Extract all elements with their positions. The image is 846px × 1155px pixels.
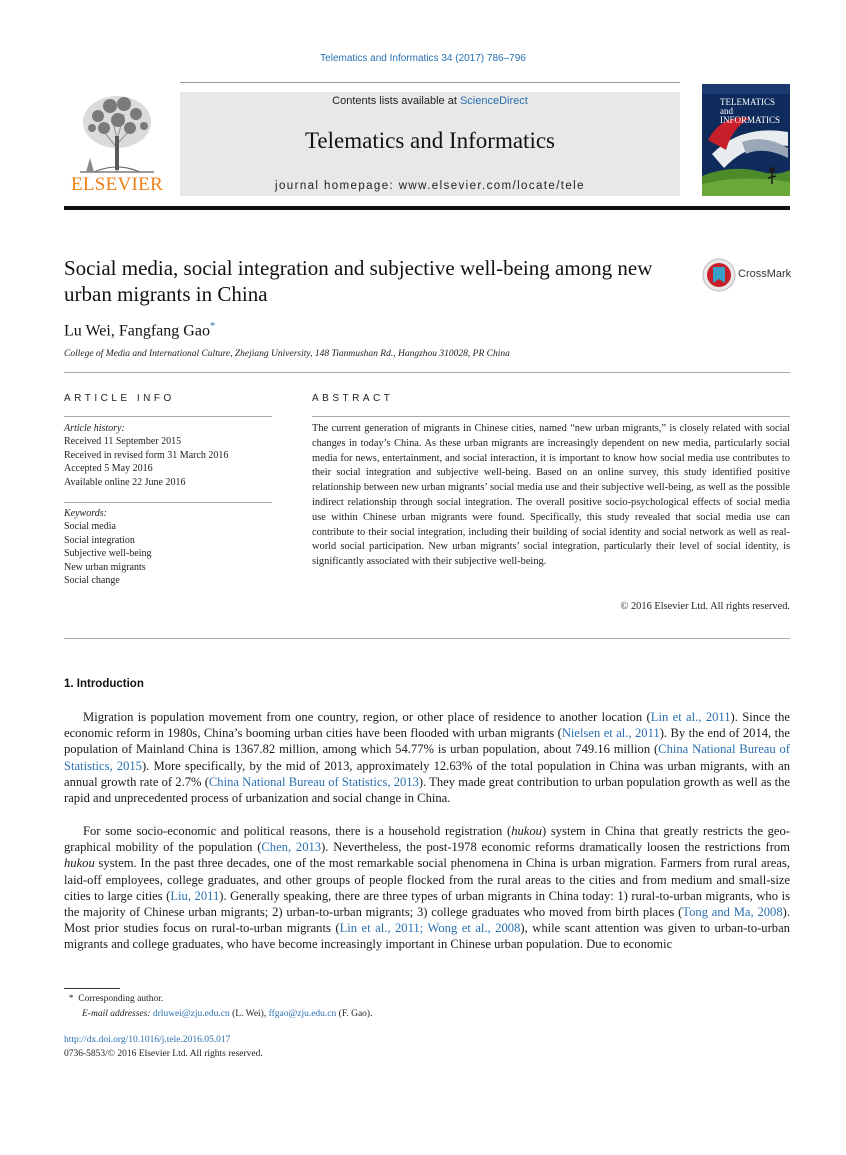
keyword-item: New urban migrants	[64, 561, 146, 573]
footnote-mark: *	[68, 994, 74, 1004]
citation-link[interactable]: Lin et al., 2011	[650, 710, 731, 724]
paragraph-text: ), while scant attention was given to urban-to-urban migrants and college graduates, who have become increasingly important in Chinese urban population. Due to economic	[64, 921, 790, 952]
divider	[64, 502, 272, 503]
elsevier-tree-icon	[64, 92, 170, 176]
section-heading-introduction: 1. Introduction	[64, 678, 144, 690]
footnote-name: (F. Gao).	[336, 1009, 373, 1019]
crossmark-badge[interactable]	[702, 258, 792, 292]
paragraph-text: Migration is population movement from one country, region, or other place of residence to another location (	[83, 710, 651, 724]
elsevier-logo[interactable]	[64, 92, 170, 196]
paragraph-text: ). Most prior studies focus on rural-to-urban migrants (	[64, 905, 790, 936]
paragraph-text: For some socio-economic and political reasons, there is a household registration (	[83, 824, 512, 838]
footnote-line	[64, 1007, 372, 1022]
paragraph-text: ). Nevertheless, the post-1978 economic reforms dramatically loosen the restrictions from	[321, 840, 790, 855]
homepage-url-link[interactable]: www.elsevier.com/locate/tele	[398, 180, 585, 192]
divider	[64, 638, 790, 639]
cover-title: TELEMATICS and INFORMATICS	[720, 97, 781, 125]
paragraph-text: ). Since the economic reform in 1980s, China’s booming urban cities have been flooded with urban migrants (	[64, 710, 790, 741]
doi-block	[64, 1034, 263, 1061]
keywords-label: Keywords:	[64, 508, 107, 519]
body-paragraph	[64, 709, 790, 806]
history-item: Received in revised form 31 March 2016	[64, 449, 229, 461]
abstract-heading: ABSTRACT	[312, 393, 394, 404]
paragraph-text: ) system in China that greatly restricts the geo-graphical mobility of the population (	[64, 824, 790, 855]
email-label: E-mail addresses:	[82, 1009, 153, 1019]
email-link[interactable]: drluwei@zju.edu.cn	[152, 1009, 230, 1019]
citation-link[interactable]: China National Bureau of Statistics, 2015	[64, 742, 790, 773]
author-list	[64, 320, 215, 340]
contents-prefix: Contents lists available at	[332, 95, 460, 107]
footnote-text: Corresponding author.	[78, 994, 164, 1004]
article-title: Social media, social integration and subjective well-being among new urban migrants in China	[64, 256, 653, 306]
citation-link[interactable]: Liu, 2011	[170, 888, 220, 903]
history-item: Accepted 5 May 2016	[64, 463, 153, 475]
doi-link[interactable]: http://dx.doi.org/10.1016/j.tele.2016.05.017	[64, 1035, 231, 1045]
keyword-item: Social change	[64, 575, 120, 587]
history-item: Available online 22 June 2016	[64, 476, 186, 488]
history-label: Article history:	[64, 423, 125, 434]
publisher-name: ELSEVIER	[70, 174, 164, 195]
issn-copyright: 0736-5853/© 2016 Elsevier Ltd. All rights reserved.	[64, 1048, 263, 1059]
journal-title: Telematics and Informatics	[304, 128, 555, 153]
body-paragraph	[64, 823, 790, 953]
divider	[64, 416, 272, 417]
author-names: Lu Wei, Fangfang Gao	[64, 322, 210, 340]
header-divider	[64, 206, 790, 210]
header-top-rule	[180, 82, 680, 83]
journal-homepage	[180, 180, 680, 192]
paragraph-text: ). More specifically, by the mid of 2013, approximately 12.63% of the total population in China was urban migrants, with an annual growth rate of 2.7% (	[64, 758, 790, 789]
italic-term: hukou	[64, 856, 95, 871]
citation-link[interactable]: Chen, 2013	[261, 840, 322, 855]
crossmark-label: CrossMark	[738, 268, 792, 280]
article-history	[64, 422, 274, 489]
footnote-rule	[64, 988, 120, 989]
contents-line	[180, 95, 680, 107]
divider	[64, 372, 790, 373]
corresponding-author-mark[interactable]: *	[209, 320, 216, 332]
citation-link[interactable]: Tong and Ma, 2008	[682, 905, 783, 920]
citation-link[interactable]: China National Bureau of Statistics, 2013	[208, 774, 419, 789]
keywords-list	[64, 507, 274, 587]
italic-term: hukou	[511, 824, 542, 838]
citation-link[interactable]: Nielsen et al., 2011	[561, 726, 660, 741]
journal-cover-image[interactable]	[702, 84, 790, 196]
keyword-item: Subjective well-being	[64, 548, 152, 560]
article-info-heading: ARTICLE INFO	[64, 393, 175, 404]
abstract-copyright: © 2016 Elsevier Ltd. All rights reserved.	[620, 601, 790, 612]
homepage-prefix: journal homepage:	[275, 180, 399, 192]
footnote-name: (L. Wei),	[229, 1009, 269, 1019]
journal-header-box	[180, 92, 680, 196]
citation-link[interactable]: Lin et al., 2011; Wong et al., 2008	[339, 921, 521, 936]
paragraph-text: system. In the past three decades, one of the most remarkable social phenomena in China is urban migration. Farmers from rural areas, laid-off employees, college graduates, and other groups of people flocked from the rural areas to the cities and from medium and small-size cities to large cities (	[64, 856, 790, 903]
paragraph-text: ). Generally speaking, there are three types of urban migrants in China today: 1) rural-to-urban migrants, who is the majority of Chinese urban migrants; 2) urban-to-urban migrants; 3) college graduates who moved from birth places (	[64, 888, 790, 920]
history-item: Received 11 September 2015	[64, 436, 182, 448]
sciencedirect-link[interactable]: ScienceDirect	[459, 95, 528, 107]
paragraph-text: ). By the end of 2014, the population of Mainland China is 1367.82 million, among which 54.77% is urban population, about 749.16 million (	[64, 726, 790, 757]
paragraph-text: ). They made great contribution to urban population growth as well as the rapid and unprecedented process of urbanization and social change in China.	[64, 774, 791, 806]
abstract-text: The current generation of migrants in Chinese cities, named “new urban migrants,” is closely related with social changes in today’s China. As these urban migrants are increasingly dependent on new media, particularly social media for news, entertainment, and social interaction, it is important to know how social media use contributes to their social integration and subjective well-being. Based on an online survey, this study identified positive relationship between new urban migrants’ social media use and their subjective well-being, as well as the possible indirect relationship through social integration. The overall positive socio-psychological effects of social media use within Chinese urban migrants were found. Specifically, this study revealed that social media use can contribute to their social integration, including their building of social identity and social network as well as real-world social participation. New urban migrants’ social integration, particularly their level of social identity, is significantly associated with their subjective well-being.	[312, 423, 790, 568]
footnote	[64, 992, 372, 1022]
email-link[interactable]: ffgao@zju.edu.cn	[268, 1009, 337, 1019]
keyword-item: Social media	[64, 521, 116, 533]
journal-reference-link[interactable]: Telematics and Informatics 34 (2017) 786–796	[320, 53, 526, 64]
crossmark-icon	[702, 258, 736, 292]
footnote-line	[64, 992, 372, 1007]
keyword-item: Social integration	[64, 534, 135, 546]
author-affiliation: College of Media and International Culture, Zhejiang University, 148 Tianmushan Rd., Hangzhou 310028, PR China	[64, 349, 510, 359]
divider	[312, 416, 790, 417]
